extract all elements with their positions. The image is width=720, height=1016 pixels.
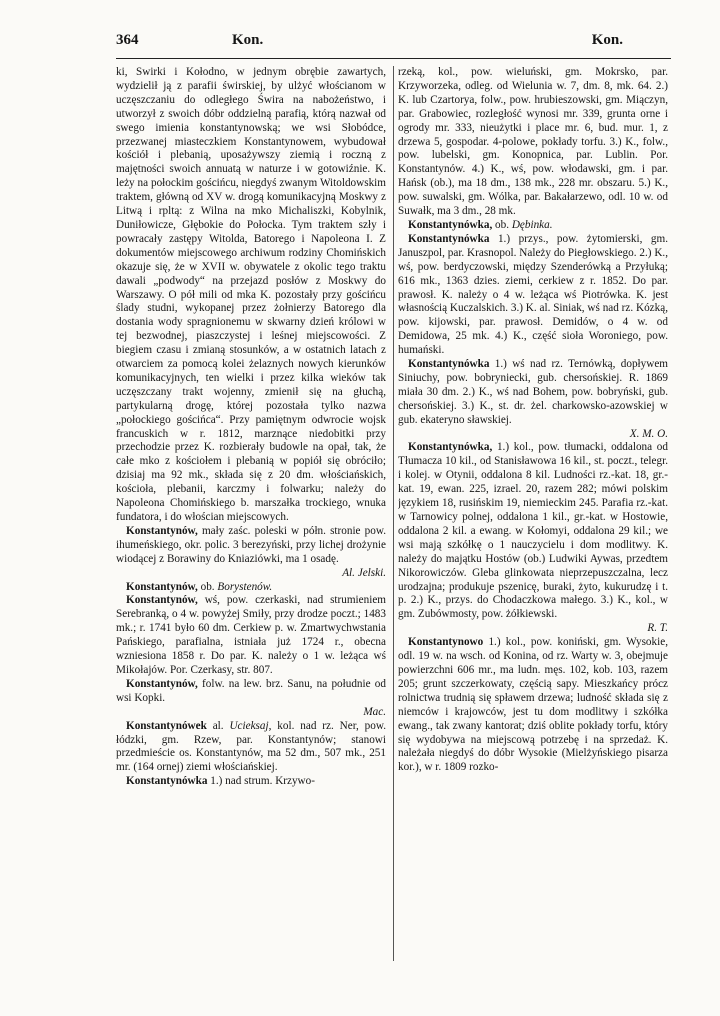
right-running-head: Kon. — [591, 32, 623, 48]
dictionary-entry — [398, 233, 668, 358]
right-entries — [398, 219, 668, 775]
left-running-head: Kon. — [232, 32, 264, 48]
dictionary-entry — [398, 441, 668, 636]
entry-headword: Konstantynówka, — [408, 218, 493, 231]
entry-headword: Konstantynów, — [126, 677, 198, 690]
entry-text: mały zaśc. poleski w półn. stronie pow. ihumeńskiego, okr. polic. 3 berezyński, przy lichej drożynie wiodącej z Borawiny do Kniaziówki, ma 1 osadę. — [116, 524, 386, 565]
left-continuation-text: ki, Swirki i Kołodno, w jednym obrębie zawartych, wydzielił ją z parafii świrskiej, by ulżyć włościanom w uczęszczaniu do odległego Świra na nabożeństwo, i utworzył z swoich dóbr oddzielną parafią, którą nazwał od swego imienia konstantynowską; we wsi Słobódce, przezwanej miasteczkiem Konstantynowem, wybudował kościół i plebanią, uposażywszy ziemią i roczną z majętności swoich annuatą w naturze i w gotowiźnie. K. leży na połockim gościńcu, niegdyś zwanym Witoldowskim traktem, główną od XV w. drogą komunikacyjną Moskwy z Litwą i rpltą: z Wilna na mko Michaliszki, Kobylnik, Duniłowicze, Głębokie do Połocka. Tym traktem szły i powracały zastępy Witolda, Batorego i Napoleona I. Z dokumentów miejscowego archiwum rodziny Chomińskich okazuje się, że w XVII w. obywatele z okolic tego traktu dawali „podwody“ na przejazd posłów z Moskwy do Warszawy. O pół mili od mka K. pozostały przy gościńcu ślady studni, wykopanej przez żołnierzy Batorego dla dostania wody spragnionemu w skwarny dzień królowi w tej bezwodnej, piaszczystej i leśnej miejscowości. Z biegiem czasu i zmianą stosunków, a w ostatnich latach z otwarciem za pomocą kolei żelaznych nowych kierunków komunikacyjnych, ten wielki i przez kilka wieków tak uczęszczany trakt wojenny, zmienił się na głuchą, partykularną drogę, której pozostała tylko nazwa „połockiego gościńca“. Przy pamiętnym odwrocie wojsk francuskich w r. 1812, marznące niedobitki przy przechodzie przez K. rozbierały budowle na opał, tak, że całe mko z kościołem i plebanią w popiół się obróciło; dzisiaj ma 92 mk., składa się z 20 dm. włościańskich, kościoła, plebanii, karczmy i folwarku; należy do Napoleona Chomińskiego b. marszałka trockiego, wnuka fundatora, i do włościan miejscowych. — [116, 66, 386, 523]
author-signature: R. T. — [647, 622, 668, 635]
entry-text: folw. na lew. brz. Sanu, na południe od wsi Kopki. — [116, 677, 386, 704]
author-signature: Mac. — [363, 705, 386, 718]
entry-headword: Konstantynówka, — [408, 441, 493, 454]
dictionary-entry — [116, 678, 386, 720]
entry-text: ob. — [197, 580, 218, 593]
dictionary-entry — [116, 720, 386, 776]
entry-headword: Konstantynówka — [126, 775, 208, 788]
entry-text: ob. — [492, 218, 512, 231]
entry-headword: Konstantynówka — [408, 358, 490, 371]
author-signature: Al. Jelski. — [342, 566, 386, 579]
column-divider — [393, 66, 394, 961]
entry-text: wś, pow. czerkaski, nad strumieniem Serebranką, o 4 w. powyżej Smiły, przy drodze poczt.; 1483 mk.; r. 1741 było 60 dm. Cerkiew p. w. Zmartwychwstania Pańskiego, parafialna, istniała już 1724 r., obecna wzniesiona 1858 r. Do par. K. należy o 1 w. leżąca wś Mikołajów. Por. Czerkasy, str. 807. — [116, 594, 386, 676]
author-signature: X. M. O. — [629, 427, 668, 440]
entry-headword: Konstantynówka — [408, 232, 490, 245]
dictionary-entry — [116, 594, 386, 677]
entry-text-continued: kol. nad rz. Ner, pow. łódzki, gm. Rzew, par. Konstantynów; stanowi przedmieście os. Konstantynów, ma 52 dm., 507 mk., 251 mr. (164 ornej) ziemi włościańskiej. — [116, 719, 386, 774]
entry-text: 1.) kol., pow. tłumacki, oddalona od Tłumacza 10 kil., od Stanisławowa 16 kil., st. poczt., telegr. i kolej. w Otynii, oddalona 8 kil. Ludności rz.-kat. 18, gr.-kat. 19, ewan. 225, izrael. 20, razem 282; mówi polskim językiem 18, rusińskim 19, niemieckim 245. Parafia rz.-kat. w Tarnowicy polnej, oddalona 1 kil., gr.-kat. w Hostowie, oddalona 2 kil. a ewang. w Kołomyi, oddalona 29 kil.; we wsi mają szkółkę o 1 nauczycielu i dom modlitwy. K. należy do majątku Hostów (ob.) Ludwiki Aywas, przedtem Nikorowiczów. Gleba glinkowata nieprzepuszczalna, lecz urodzajna; produkuje pszenicę, buraki, żyto, kukurudzę i t. p. 2.) K., przys. do Chodaczkowa małego. 3.) K., kol., w gm. Zubówmosty, pow. żółkiewski. — [398, 441, 668, 621]
page-header — [116, 32, 671, 52]
entry-headword: Konstantynów, — [126, 594, 198, 607]
entry-headword: Konstantynowo — [408, 636, 484, 649]
entry-headword: Konstantynów, — [126, 524, 198, 537]
entry-text: 1.) przys., pow. żytomierski, gm. Januszpol, par. Krasnopol. Należy do Piegłowskiego. 2.) K., wś, pow. berdyczowski, między Szenderówką a Przyłuką; 616 mk., 1363 dzies. ziemi, cerkiew z r. 1852. Do par. prawosł. K. należy o 4 w. leżąca wś Piotrówka. K. jest własnością Kuczalskich. 3.) K. al. Siniak, wś nad rz. Kózką, pow. kijowski, par. prawosł. Demidów, o 4 w. od Demidowa, 25 mk. 4.) K., część sioła Woroniego, pow. humański. — [398, 232, 668, 357]
dictionary-entry — [398, 219, 668, 233]
dictionary-entry — [116, 775, 386, 789]
entry-italic-ref: Ucieksaj, — [229, 719, 272, 732]
entry-text: 1.) kol., pow. koniński, gm. Wysokie, odl. 19 w. na wsch. od Konina, od rz. Warty w. 3, obejmuje powierzchni 606 mr., ma ludn. męs. 102, kob. 103, razem 205; grunt szczerkowaty, częścią sapy. Mieszkańcy prócz rolnictwa trudnią się spławem drzewa; ludność składa się z niemców i krajowców, jest tu dom modlitwy i szkółka ewang., tak zwany kantorat; dziś oblite pokłady torfu, który się wydobywa na miejscową potrzebę i na sprzedaż. K. należała niegdyś do dóbr Wysokie (Mielżyńskiego pisarza kor.), w r. 1809 rozko- — [398, 636, 668, 774]
right-column — [398, 66, 668, 961]
entry-headword: Konstantynów, — [126, 580, 198, 593]
dictionary-entry — [116, 581, 386, 595]
entry-text: al. — [206, 719, 230, 732]
entry-italic-ref: Borystenów. — [217, 580, 273, 593]
entry-text: 1.) nad strum. Krzywo- — [207, 775, 315, 788]
left-column — [116, 66, 386, 961]
right-continuation-text: rzeką, kol., pow. wieluński, gm. Mokrsko, par. Krzyworzeka, odleg. od Wielunia w. 7, dm. 8, mk. 64. 2.) K. lub Czartorya, folw., pow. hrubieszowski, gm. Miączyn, par. Grabowiec, rozległość wynosi mr. 339, grunta orne i ogrody mr. 333, nieużytki i place mr. 6, bud. mur. 1, z drzewa 5, gospodar. 4-polowe, pokłady torfu. 3.) K., folw., pow. lubelski, gm. Konopnica, par. Lublin. Por. Konstantynów. 4.) K., wś, pow. włodawski, gm. i par. Hańsk (ob.), ma 18 dm., 138 mk., 228 mr. obszaru. 5.) K., pow. suwalski, gm. Wólka, par. Bakałarzewo, odl. 10 w. od Suwałk, ma 3 dm., 28 mk. — [398, 66, 668, 218]
left-entries — [116, 525, 386, 789]
dictionary-entry — [398, 358, 668, 441]
dictionary-entry — [116, 525, 386, 581]
entry-text: 1.) wś nad rz. Ternówką, dopływem Siniuchy, pow. bobryniecki, gub. chersońskiej. R. 1869 miała 30 dm. 2.) K., wś nad Bohem, pow. bobryński, gub. chersońskiej. 3.) K., st. dr. żel. charkowsko-azowskiej w gub. ekateryno sławskiej. — [398, 358, 668, 426]
dictionary-entry — [398, 636, 668, 775]
entry-headword: Konstantynówek — [126, 719, 207, 732]
header-rule — [116, 58, 671, 59]
entry-italic-ref: Dębinka. — [511, 218, 553, 231]
page-number: 364 — [116, 32, 139, 48]
